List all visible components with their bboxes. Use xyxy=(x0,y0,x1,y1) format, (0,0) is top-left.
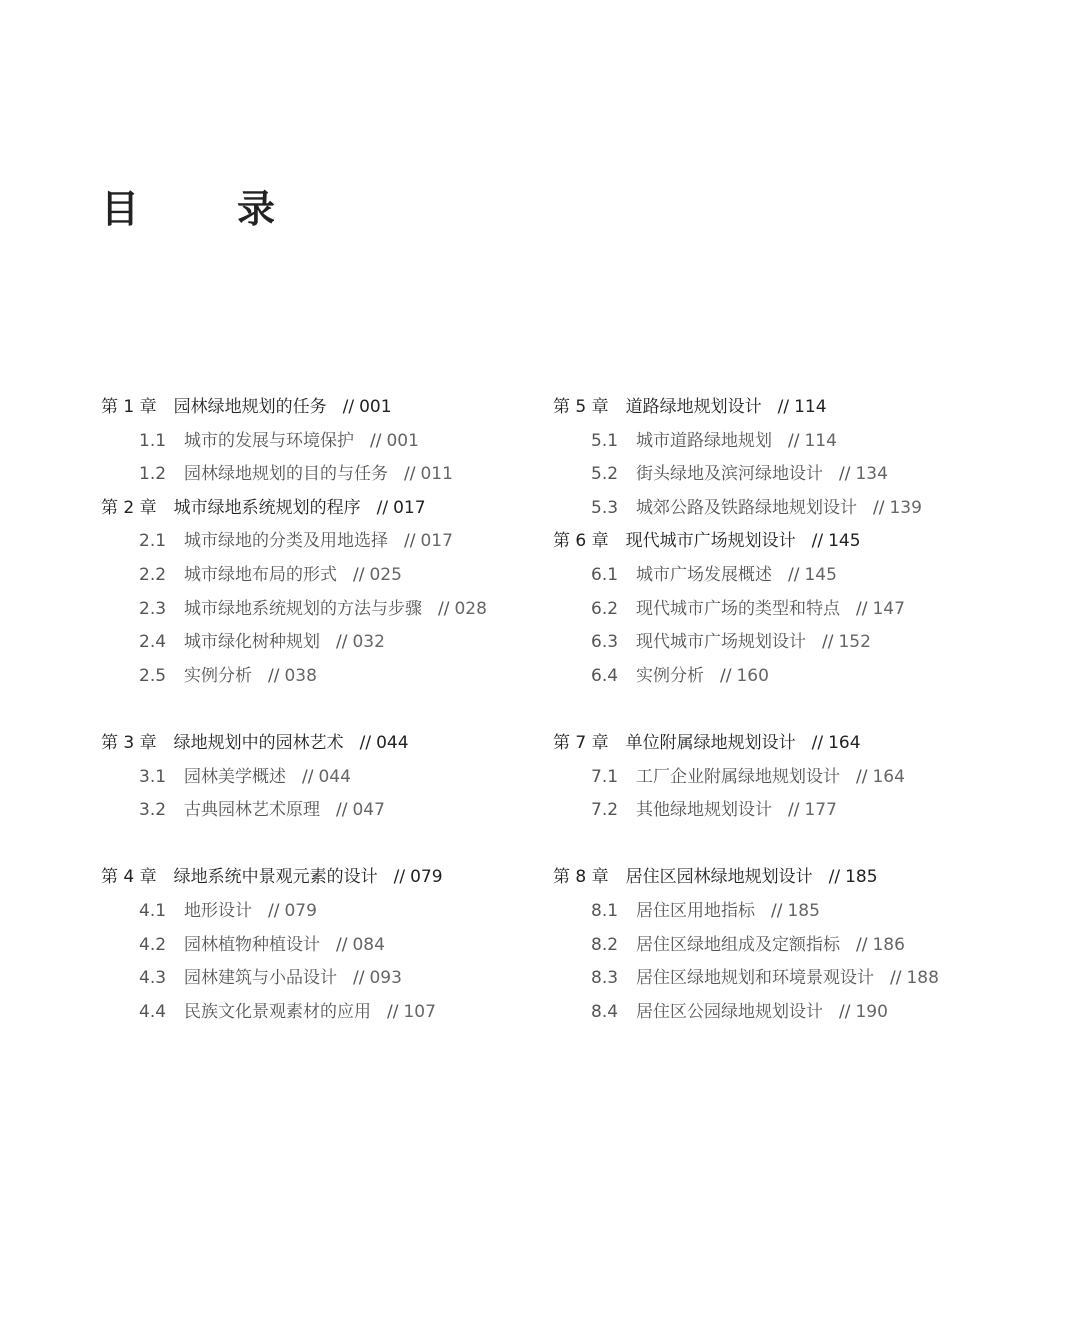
section-number: 6.2 xyxy=(591,598,619,619)
page-separator: // xyxy=(856,934,868,955)
page-separator: // xyxy=(720,665,732,686)
section-title: 城市绿化树种规划 xyxy=(184,632,320,653)
section-page-number: 028 xyxy=(454,598,487,619)
section-number: 8.2 xyxy=(591,934,619,955)
chapter-title: 绿地系统中景观元素的设计 xyxy=(173,867,378,888)
toc-chapter xyxy=(101,861,541,1029)
section-number: 1.2 xyxy=(139,464,167,485)
chapter-title: 城市绿地系统规划的程序 xyxy=(173,497,361,518)
toc-section-entry[interactable] xyxy=(553,559,993,593)
chapter-title: 道路绿地规划设计 xyxy=(625,397,762,417)
toc-chapter-entry[interactable] xyxy=(101,861,541,895)
section-number: 2.1 xyxy=(139,531,167,552)
chapter-title: 单位附属绿地规划设计 xyxy=(625,732,796,753)
section-title: 古典园林艺术原理 xyxy=(184,800,320,821)
section-page-number: 038 xyxy=(284,665,317,686)
toc-section-entry[interactable] xyxy=(101,996,541,1030)
section-number: 2.5 xyxy=(139,665,167,686)
toc-section-entry[interactable] xyxy=(553,895,993,929)
section-title: 工厂企业附属绿地规划设计 xyxy=(636,766,840,787)
chapter-spacer xyxy=(101,693,541,727)
page-separator: // xyxy=(376,497,389,518)
chapter-spacer xyxy=(101,828,541,862)
section-title: 其他绿地规划设计 xyxy=(636,800,772,821)
section-page-number: 177 xyxy=(804,800,837,821)
section-number: 3.2 xyxy=(139,800,167,821)
section-title: 居住区公园绿地规划设计 xyxy=(636,1001,823,1022)
section-number: 4.4 xyxy=(139,1001,167,1022)
chapter-spacer xyxy=(553,828,993,862)
section-number: 4.3 xyxy=(139,968,167,989)
toc-chapter xyxy=(553,861,993,1029)
toc-section-entry[interactable] xyxy=(553,626,993,660)
chapter-number: 第 4 章 xyxy=(101,867,157,888)
chapter-number: 第 1 章 xyxy=(101,397,157,417)
toc-chapter-entry[interactable] xyxy=(553,391,993,425)
section-number: 2.3 xyxy=(139,598,167,619)
section-page-number: 011 xyxy=(420,464,453,485)
page-separator: // xyxy=(811,531,824,552)
page-separator: // xyxy=(873,497,885,518)
chapter-title: 园林绿地规划的任务 xyxy=(173,397,327,417)
page-separator: // xyxy=(336,934,348,955)
chapter-number: 第 5 章 xyxy=(553,397,609,417)
section-title: 居住区绿地规划和环境景观设计 xyxy=(636,968,874,989)
section-number: 1.1 xyxy=(139,430,167,451)
section-number: 6.1 xyxy=(591,564,619,585)
toc-section-entry[interactable] xyxy=(553,794,993,828)
section-number: 5.3 xyxy=(591,497,619,518)
section-number: 2.4 xyxy=(139,632,167,653)
page-separator: // xyxy=(438,598,450,619)
toc-section-entry[interactable] xyxy=(553,660,993,694)
page-separator: // xyxy=(404,531,416,552)
section-number: 3.1 xyxy=(139,766,167,787)
page-separator: // xyxy=(856,766,868,787)
page-separator: // xyxy=(839,464,851,485)
toc-section-entry[interactable] xyxy=(101,962,541,996)
section-number: 8.3 xyxy=(591,968,619,989)
toc-section-entry[interactable] xyxy=(101,458,541,492)
section-page-number: 145 xyxy=(804,564,837,585)
toc-section-entry[interactable] xyxy=(101,626,541,660)
toc-chapter-entry[interactable] xyxy=(553,861,993,895)
toc-section-entry[interactable] xyxy=(101,929,541,963)
toc-chapter xyxy=(553,727,993,861)
page-separator: // xyxy=(822,632,834,653)
page-separator: // xyxy=(811,732,824,753)
page-separator: // xyxy=(828,867,841,888)
section-page-number: 079 xyxy=(284,900,317,921)
section-page-number: 044 xyxy=(318,766,351,787)
page-separator: // xyxy=(359,732,372,753)
chapter-page-number: 164 xyxy=(828,732,861,753)
section-page-number: 093 xyxy=(369,968,402,989)
page-separator: // xyxy=(268,900,280,921)
toc-section-entry[interactable] xyxy=(101,660,541,694)
chapter-page-number: 017 xyxy=(393,497,426,518)
toc-chapter xyxy=(553,391,993,525)
section-page-number: 084 xyxy=(352,934,385,955)
section-page-number: 139 xyxy=(889,497,922,518)
toc-section-entry[interactable] xyxy=(101,425,541,459)
toc-chapter-entry[interactable] xyxy=(101,492,541,526)
page-separator: // xyxy=(336,800,348,821)
chapter-page-number: 044 xyxy=(376,732,409,753)
page-separator: // xyxy=(404,464,416,485)
chapter-page-number: 145 xyxy=(828,531,861,552)
toc-chapter xyxy=(553,525,993,727)
chapter-title: 居住区园林绿地规划设计 xyxy=(625,867,813,888)
section-page-number: 188 xyxy=(906,968,939,989)
page-separator: // xyxy=(788,564,800,585)
page-separator: // xyxy=(353,968,365,989)
chapter-page-number: 001 xyxy=(359,397,392,417)
chapter-page-number: 114 xyxy=(794,397,827,417)
chapter-number: 第 6 章 xyxy=(553,531,609,552)
chapter-page-number: 079 xyxy=(410,867,443,888)
section-page-number: 164 xyxy=(872,766,905,787)
toc-section-entry[interactable] xyxy=(553,425,993,459)
section-page-number: 134 xyxy=(855,464,888,485)
section-title: 街头绿地及滨河绿地设计 xyxy=(636,464,823,485)
chapter-number: 第 7 章 xyxy=(553,732,609,753)
page-separator: // xyxy=(839,1001,851,1022)
toc-section-entry[interactable] xyxy=(553,962,993,996)
chapter-number: 第 8 章 xyxy=(553,867,609,888)
section-title: 实例分析 xyxy=(636,665,704,686)
toc-chapter-entry[interactable] xyxy=(101,727,541,761)
section-title: 居住区用地指标 xyxy=(636,900,755,921)
page-separator: // xyxy=(387,1001,399,1022)
section-number: 4.1 xyxy=(139,900,167,921)
toc-chapter-entry[interactable] xyxy=(553,525,993,559)
section-title: 园林建筑与小品设计 xyxy=(184,968,337,989)
section-number: 4.2 xyxy=(139,934,167,955)
page-separator: // xyxy=(393,867,406,888)
section-number: 5.1 xyxy=(591,430,619,451)
toc-column-right xyxy=(553,391,993,1029)
page-separator: // xyxy=(353,564,365,585)
toc-section-entry[interactable] xyxy=(553,929,993,963)
section-page-number: 025 xyxy=(369,564,402,585)
chapter-number: 第 2 章 xyxy=(101,497,157,518)
page-separator: // xyxy=(890,968,902,989)
page-separator: // xyxy=(788,800,800,821)
chapter-title: 绿地规划中的园林艺术 xyxy=(173,732,344,753)
section-title: 民族文化景观素材的应用 xyxy=(184,1001,371,1022)
toc-chapter xyxy=(101,727,541,861)
page-separator: // xyxy=(771,900,783,921)
toc-section-entry[interactable] xyxy=(101,761,541,795)
section-number: 8.1 xyxy=(591,900,619,921)
page-separator: // xyxy=(342,397,355,417)
section-title: 园林美学概述 xyxy=(184,766,286,787)
section-title: 园林植物种植设计 xyxy=(184,934,320,955)
section-page-number: 107 xyxy=(403,1001,436,1022)
toc-section-entry[interactable] xyxy=(553,492,993,526)
section-page-number: 017 xyxy=(420,531,453,552)
toc-column-left xyxy=(101,391,541,1029)
page-separator: // xyxy=(788,430,800,451)
toc-section-entry[interactable] xyxy=(101,895,541,929)
section-title: 城市的发展与环境保护 xyxy=(184,430,354,451)
toc-section-entry[interactable] xyxy=(553,996,993,1030)
toc-chapter xyxy=(101,391,541,492)
chapter-spacer xyxy=(553,693,993,727)
toc-section-entry[interactable] xyxy=(553,458,993,492)
page-separator: // xyxy=(302,766,314,787)
section-page-number: 190 xyxy=(855,1001,888,1022)
section-page-number: 047 xyxy=(352,800,385,821)
toc-section-entry[interactable] xyxy=(553,761,993,795)
toc-chapter-entry[interactable] xyxy=(553,727,993,761)
section-page-number: 185 xyxy=(787,900,820,921)
section-page-number: 152 xyxy=(838,632,871,653)
section-number: 6.4 xyxy=(591,665,619,686)
page-separator: // xyxy=(336,632,348,653)
section-page-number: 114 xyxy=(804,430,837,451)
toc-section-entry[interactable] xyxy=(101,525,541,559)
section-number: 7.1 xyxy=(591,766,619,787)
section-number: 7.2 xyxy=(591,800,619,821)
section-title: 居住区绿地组成及定额指标 xyxy=(636,934,840,955)
page-separator: // xyxy=(268,665,280,686)
section-page-number: 186 xyxy=(872,934,905,955)
toc-section-entry[interactable] xyxy=(101,794,541,828)
section-title: 地形设计 xyxy=(184,900,252,921)
section-title: 城市绿地系统规划的方法与步骤 xyxy=(184,598,422,619)
chapter-title: 现代城市广场规划设计 xyxy=(625,531,796,552)
chapter-number: 第 3 章 xyxy=(101,732,157,753)
section-number: 6.3 xyxy=(591,632,619,653)
section-title: 城市道路绿地规划 xyxy=(636,430,772,451)
page-separator: // xyxy=(777,397,790,417)
section-title: 城郊公路及铁路绿地规划设计 xyxy=(636,497,857,518)
toc-chapter-entry[interactable] xyxy=(101,391,541,425)
section-number: 2.2 xyxy=(139,564,167,585)
section-title: 现代城市广场的类型和特点 xyxy=(636,598,840,619)
section-title: 城市广场发展概述 xyxy=(636,564,772,585)
toc-section-entry[interactable] xyxy=(101,593,541,627)
toc-section-entry[interactable] xyxy=(553,593,993,627)
page-separator: // xyxy=(856,598,868,619)
section-page-number: 032 xyxy=(352,632,385,653)
toc-section-entry[interactable] xyxy=(101,559,541,593)
section-page-number: 160 xyxy=(736,665,769,686)
section-page-number: 147 xyxy=(872,598,905,619)
section-title: 城市绿地的分类及用地选择 xyxy=(184,531,388,552)
section-title: 城市绿地布局的形式 xyxy=(184,564,337,585)
chapter-page-number: 185 xyxy=(845,867,878,888)
section-title: 实例分析 xyxy=(184,665,252,686)
toc-chapter xyxy=(101,492,541,727)
section-number: 5.2 xyxy=(591,464,619,485)
section-title: 现代城市广场规划设计 xyxy=(636,632,806,653)
section-title: 园林绿地规划的目的与任务 xyxy=(184,464,388,485)
section-page-number: 001 xyxy=(386,430,419,451)
page-title: 目 录 xyxy=(101,186,306,231)
section-number: 8.4 xyxy=(591,1001,619,1022)
page-separator: // xyxy=(370,430,382,451)
